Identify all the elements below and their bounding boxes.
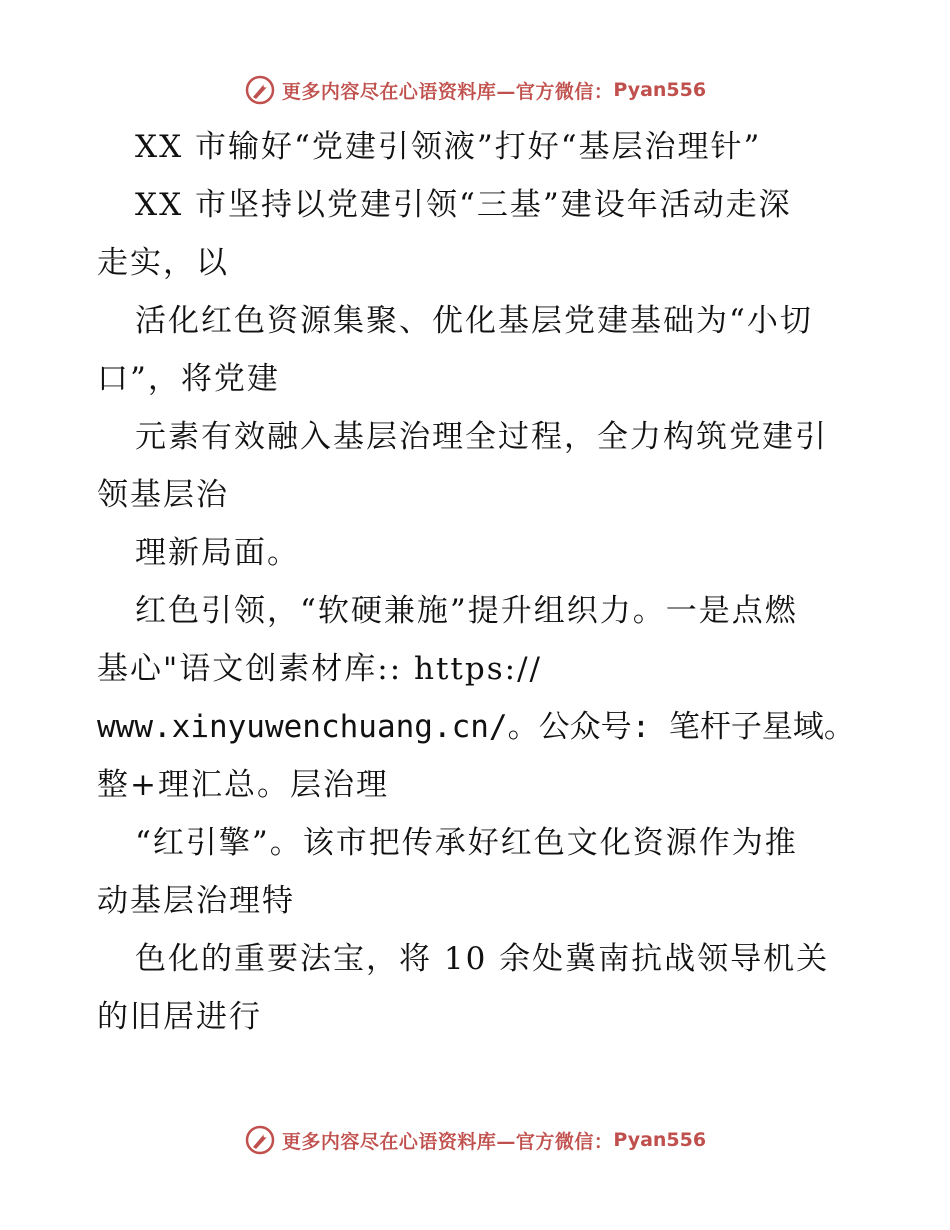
paragraph-line: 元素有效融入基层治理全过程，全力构筑党建引 bbox=[135, 419, 828, 455]
paragraph-line: XX 市坚持以党建引领“三基”建设年活动走深 bbox=[135, 187, 792, 223]
document-title: XX 市输好“党建引领液”打好“基层治理针” bbox=[135, 129, 762, 165]
footer-wechat-id: Pyan556 bbox=[613, 1129, 707, 1151]
paragraph-line: 走实，以 bbox=[97, 245, 229, 281]
pen-nib-logo-icon bbox=[244, 1124, 276, 1156]
document-body bbox=[97, 118, 857, 1046]
paragraph-line: 基心"语文创素材库:: https:// bbox=[97, 651, 542, 687]
footer-banner bbox=[0, 1120, 950, 1160]
paragraph-line: 口”，将党建 bbox=[97, 361, 280, 397]
paragraph-line: 活化红色资源集聚、优化基层党建基础为“小切 bbox=[135, 303, 813, 339]
paragraph-line-url: www.xinyuwenchuang.cn/。公众号: 笔杆子星域。 bbox=[97, 709, 855, 745]
header-wechat-id: Pyan556 bbox=[613, 79, 707, 101]
paragraph-line: 领基层治 bbox=[97, 477, 229, 513]
paragraph-line: 的旧居进行 bbox=[97, 999, 262, 1035]
paragraph-line: 动基层治理特 bbox=[97, 883, 295, 919]
paragraph-line: 色化的重要法宝，将 10 余处冀南抗战领导机关 bbox=[135, 941, 830, 977]
paragraph-line: 红色引领，“软硬兼施”提升组织力。一是点燃 bbox=[135, 593, 798, 629]
paragraph-line: 整+理汇总。层治理 bbox=[97, 767, 389, 803]
paragraph-line: 理新局面。 bbox=[135, 535, 300, 571]
paragraph-line: “红引擎”。该市把传承好红色文化资源作为推 bbox=[135, 825, 798, 861]
header-banner-text: 更多内容尽在心语资料库—官方微信： bbox=[281, 80, 614, 103]
footer-banner-text: 更多内容尽在心语资料库—官方微信： bbox=[281, 1130, 614, 1153]
header-banner bbox=[0, 70, 950, 110]
pen-nib-logo-icon bbox=[244, 74, 276, 106]
